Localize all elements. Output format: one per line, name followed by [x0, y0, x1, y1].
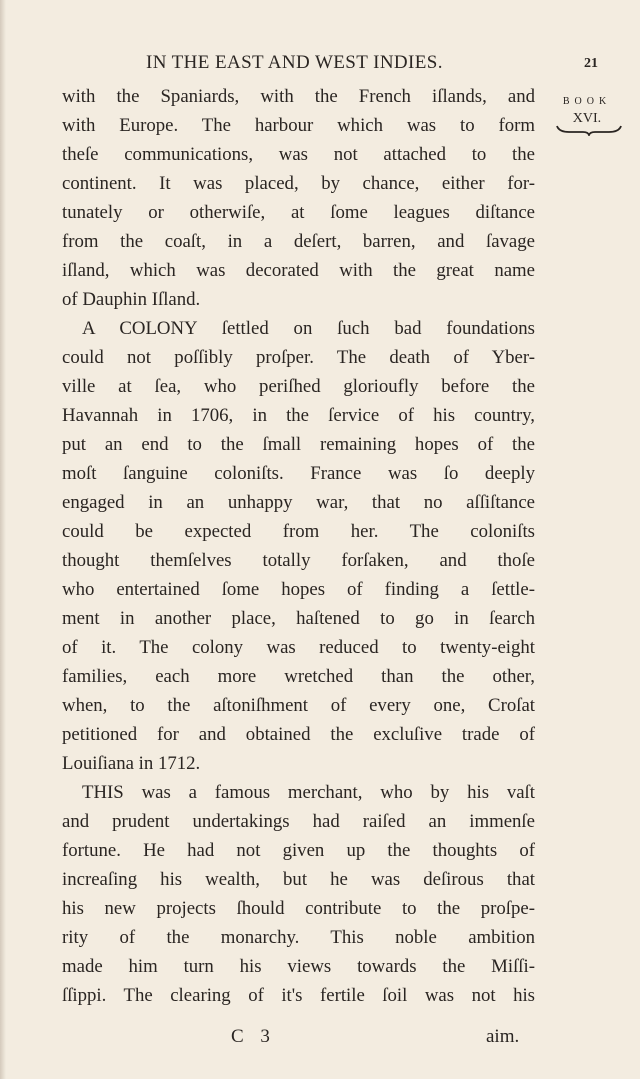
text-line: moſt ſanguine coloniſts. France was ſo deeply — [62, 463, 535, 484]
text-line: increaſing his wealth, but he was deſirous that — [62, 869, 535, 890]
paragraph-1 — [62, 82, 535, 314]
text-line: made him turn his views towards the Miſſi- — [62, 956, 535, 977]
signature-mark: C 3 — [231, 1026, 276, 1047]
text-line: of it. The colony was reduced to twenty-eight — [62, 637, 535, 658]
margin-book-label: BOOK — [562, 96, 612, 107]
text-line: with the Spaniards, with the French iſlands, and — [62, 86, 535, 107]
text-line: engaged in an unhappy war, that no aſſiſtance — [62, 492, 535, 513]
paragraph-2 — [62, 314, 535, 778]
text-line: Havannah in 1706, in the ſervice of his country, — [62, 405, 535, 426]
page-number: 21 — [584, 56, 598, 71]
text-line: ville at ſea, who periſhed glorioufly before the — [62, 376, 535, 397]
text-line: thought themſelves totally forſaken, and thoſe — [62, 550, 535, 571]
running-head: IN THE EAST AND WEST INDIES. — [146, 52, 443, 73]
page-gutter-shadow — [0, 0, 6, 1079]
text-line: ſſippi. The clearing of it's fertile ſoil was not his — [62, 985, 535, 1006]
text-line: rity of the monarchy. This noble ambition — [62, 927, 535, 948]
text-line: ment in another place, haſtened to go in ſearch — [62, 608, 535, 629]
text-line: THIS was a famous merchant, who by his vaſt — [82, 782, 535, 803]
text-line: his new projects ſhould contribute to the proſpe- — [62, 898, 535, 919]
text-line: who entertained ſome hopes of finding a ſettle- — [62, 579, 535, 600]
text-line: of Dauphin Iſland. — [62, 289, 201, 310]
text-line: fortune. He had not given up the thoughts of — [62, 840, 535, 861]
text-line: and prudent undertakings had raiſed an immenſe — [62, 811, 535, 832]
text-line: Louiſiana in 1712. — [62, 753, 201, 774]
text-line: A COLONY ſettled on ſuch bad foundations — [82, 318, 535, 339]
catchword: aim. — [486, 1026, 520, 1047]
margin-brace-icon — [555, 124, 623, 136]
text-line: could not poſſibly proſper. The death of Yber- — [62, 347, 535, 368]
text-line: petitioned for and obtained the excluſive trade of — [62, 724, 535, 745]
text-line: put an end to the ſmall remaining hopes of the — [62, 434, 535, 455]
text-line: with Europe. The harbour which was to form — [62, 115, 535, 136]
text-line: could be expected from her. The coloniſts — [62, 521, 535, 542]
text-line: tunately or otherwiſe, at ſome leagues diſtance — [62, 202, 535, 223]
text-line: continent. It was placed, by chance, either for- — [62, 173, 535, 194]
text-line: iſland, which was decorated with the great name — [62, 260, 535, 281]
text-line: from the coaſt, in a deſert, barren, and ſavage — [62, 231, 535, 252]
text-line: families, each more wretched than the other, — [62, 666, 535, 687]
text-line: theſe communications, was not attached to the — [62, 144, 535, 165]
text-line: when, to the aſtoniſhment of every one, Croſat — [62, 695, 535, 716]
paragraph-3 — [62, 778, 535, 1010]
margin-book-number: XVI. — [572, 111, 602, 126]
